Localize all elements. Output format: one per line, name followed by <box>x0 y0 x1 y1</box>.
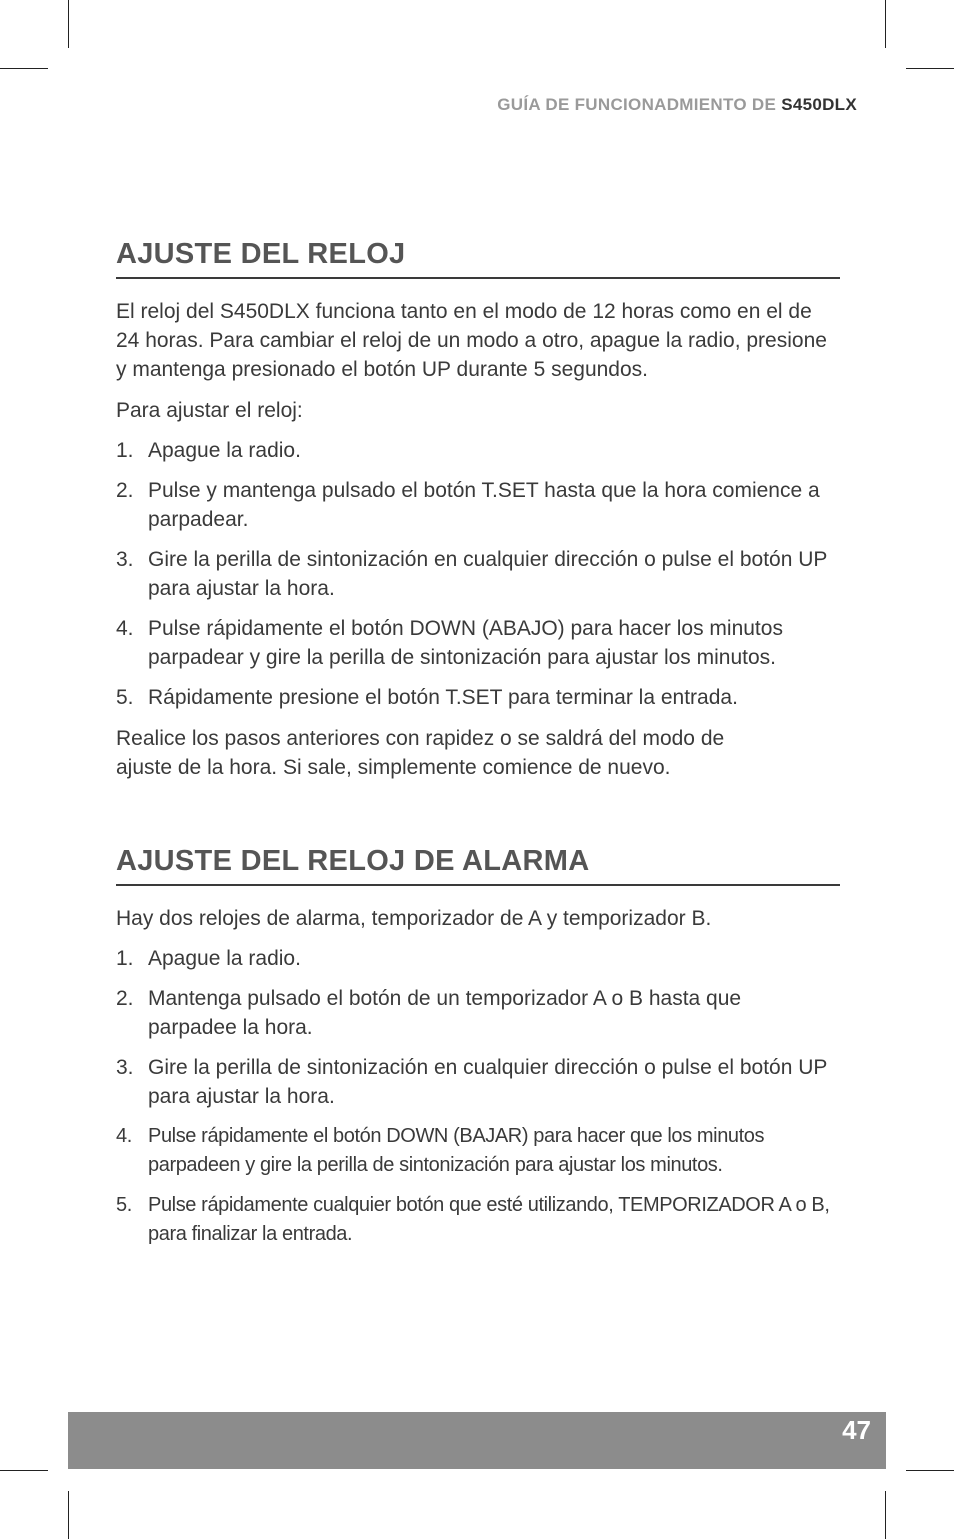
steps-list <box>116 436 840 712</box>
list-item: 3. Gire la perilla de sintonización en cualquier dirección o pulse el botón UP para ajustar la hora. <box>116 1056 828 1108</box>
section-alarm-setting <box>116 845 840 1249</box>
list-item: 1. Apague la radio. <box>116 439 301 462</box>
list-item: 2. Mantenga pulsado el botón de un temporizador A o B hasta que parpadee la hora. <box>116 987 742 1039</box>
crop-mark-top-right-horizontal <box>906 68 954 69</box>
list-item: 4. Pulse rápidamente el botón DOWN (BAJAR) para hacer que los minutos parpadeen y gire la perilla de sintonización para ajustar los minutos. <box>116 1125 765 1176</box>
page-number: 47 <box>842 1415 871 1445</box>
running-header <box>497 95 857 115</box>
crop-mark-bottom-right-horizontal <box>906 1470 954 1471</box>
footer-bar <box>68 1412 886 1469</box>
note-paragraph: Realice los pasos anteriores con rapidez o se saldrá del modo de ajuste de la hora. Si sale, simplemente comience de nuevo. <box>116 727 725 779</box>
crop-mark-top-left-horizontal <box>0 68 48 69</box>
section-title: AJUSTE DEL RELOJ <box>116 238 840 279</box>
crop-mark-bottom-left-vertical <box>68 1491 69 1539</box>
lead-paragraph: Para ajustar el reloj: <box>116 399 303 422</box>
section-title: AJUSTE DEL RELOJ DE ALARMA <box>116 845 840 886</box>
section-clock-setting <box>116 238 840 782</box>
intro-paragraph: El reloj del S450DLX funciona tanto en el modo de 12 horas como en el de 24 horas. Para cambiar el reloj de un modo a otro, apague la radio, presione y mantenga presionado el botón UP durante 5 segundos. <box>116 300 827 381</box>
intro-paragraph: Hay dos relojes de alarma, temporizador de A y temporizador B. <box>116 907 712 930</box>
list-item: 1. Apague la radio. <box>116 947 301 970</box>
model-name: S450DLX <box>781 95 857 114</box>
steps-list <box>116 944 840 1249</box>
list-item: 5. Rápidamente presione el botón T.SET para terminar la entrada. <box>116 686 738 709</box>
list-item: 3. Gire la perilla de sintonización en cualquier dirección o pulse el botón UP para ajustar la hora. <box>116 548 828 600</box>
list-item: 4. Pulse rápidamente el botón DOWN (ABAJO) para hacer los minutos parpadear y gire la perilla de sintonización para ajustar los minutos. <box>116 617 783 669</box>
list-item: 5. Pulse rápidamente cualquier botón que esté utilizando, TEMPORIZADOR A o B, para finalizar la entrada. <box>116 1194 830 1245</box>
crop-mark-top-left-vertical <box>68 0 69 48</box>
guide-label: GUÍA DE FUNCIONADMIENTO DE <box>497 95 777 114</box>
crop-mark-bottom-left-horizontal <box>0 1470 48 1471</box>
list-item: 2. Pulse y mantenga pulsado el botón T.SET hasta que la hora comience a parpadear. <box>116 479 820 531</box>
crop-mark-bottom-right-vertical <box>885 1491 886 1539</box>
crop-mark-top-right-vertical <box>885 0 886 48</box>
